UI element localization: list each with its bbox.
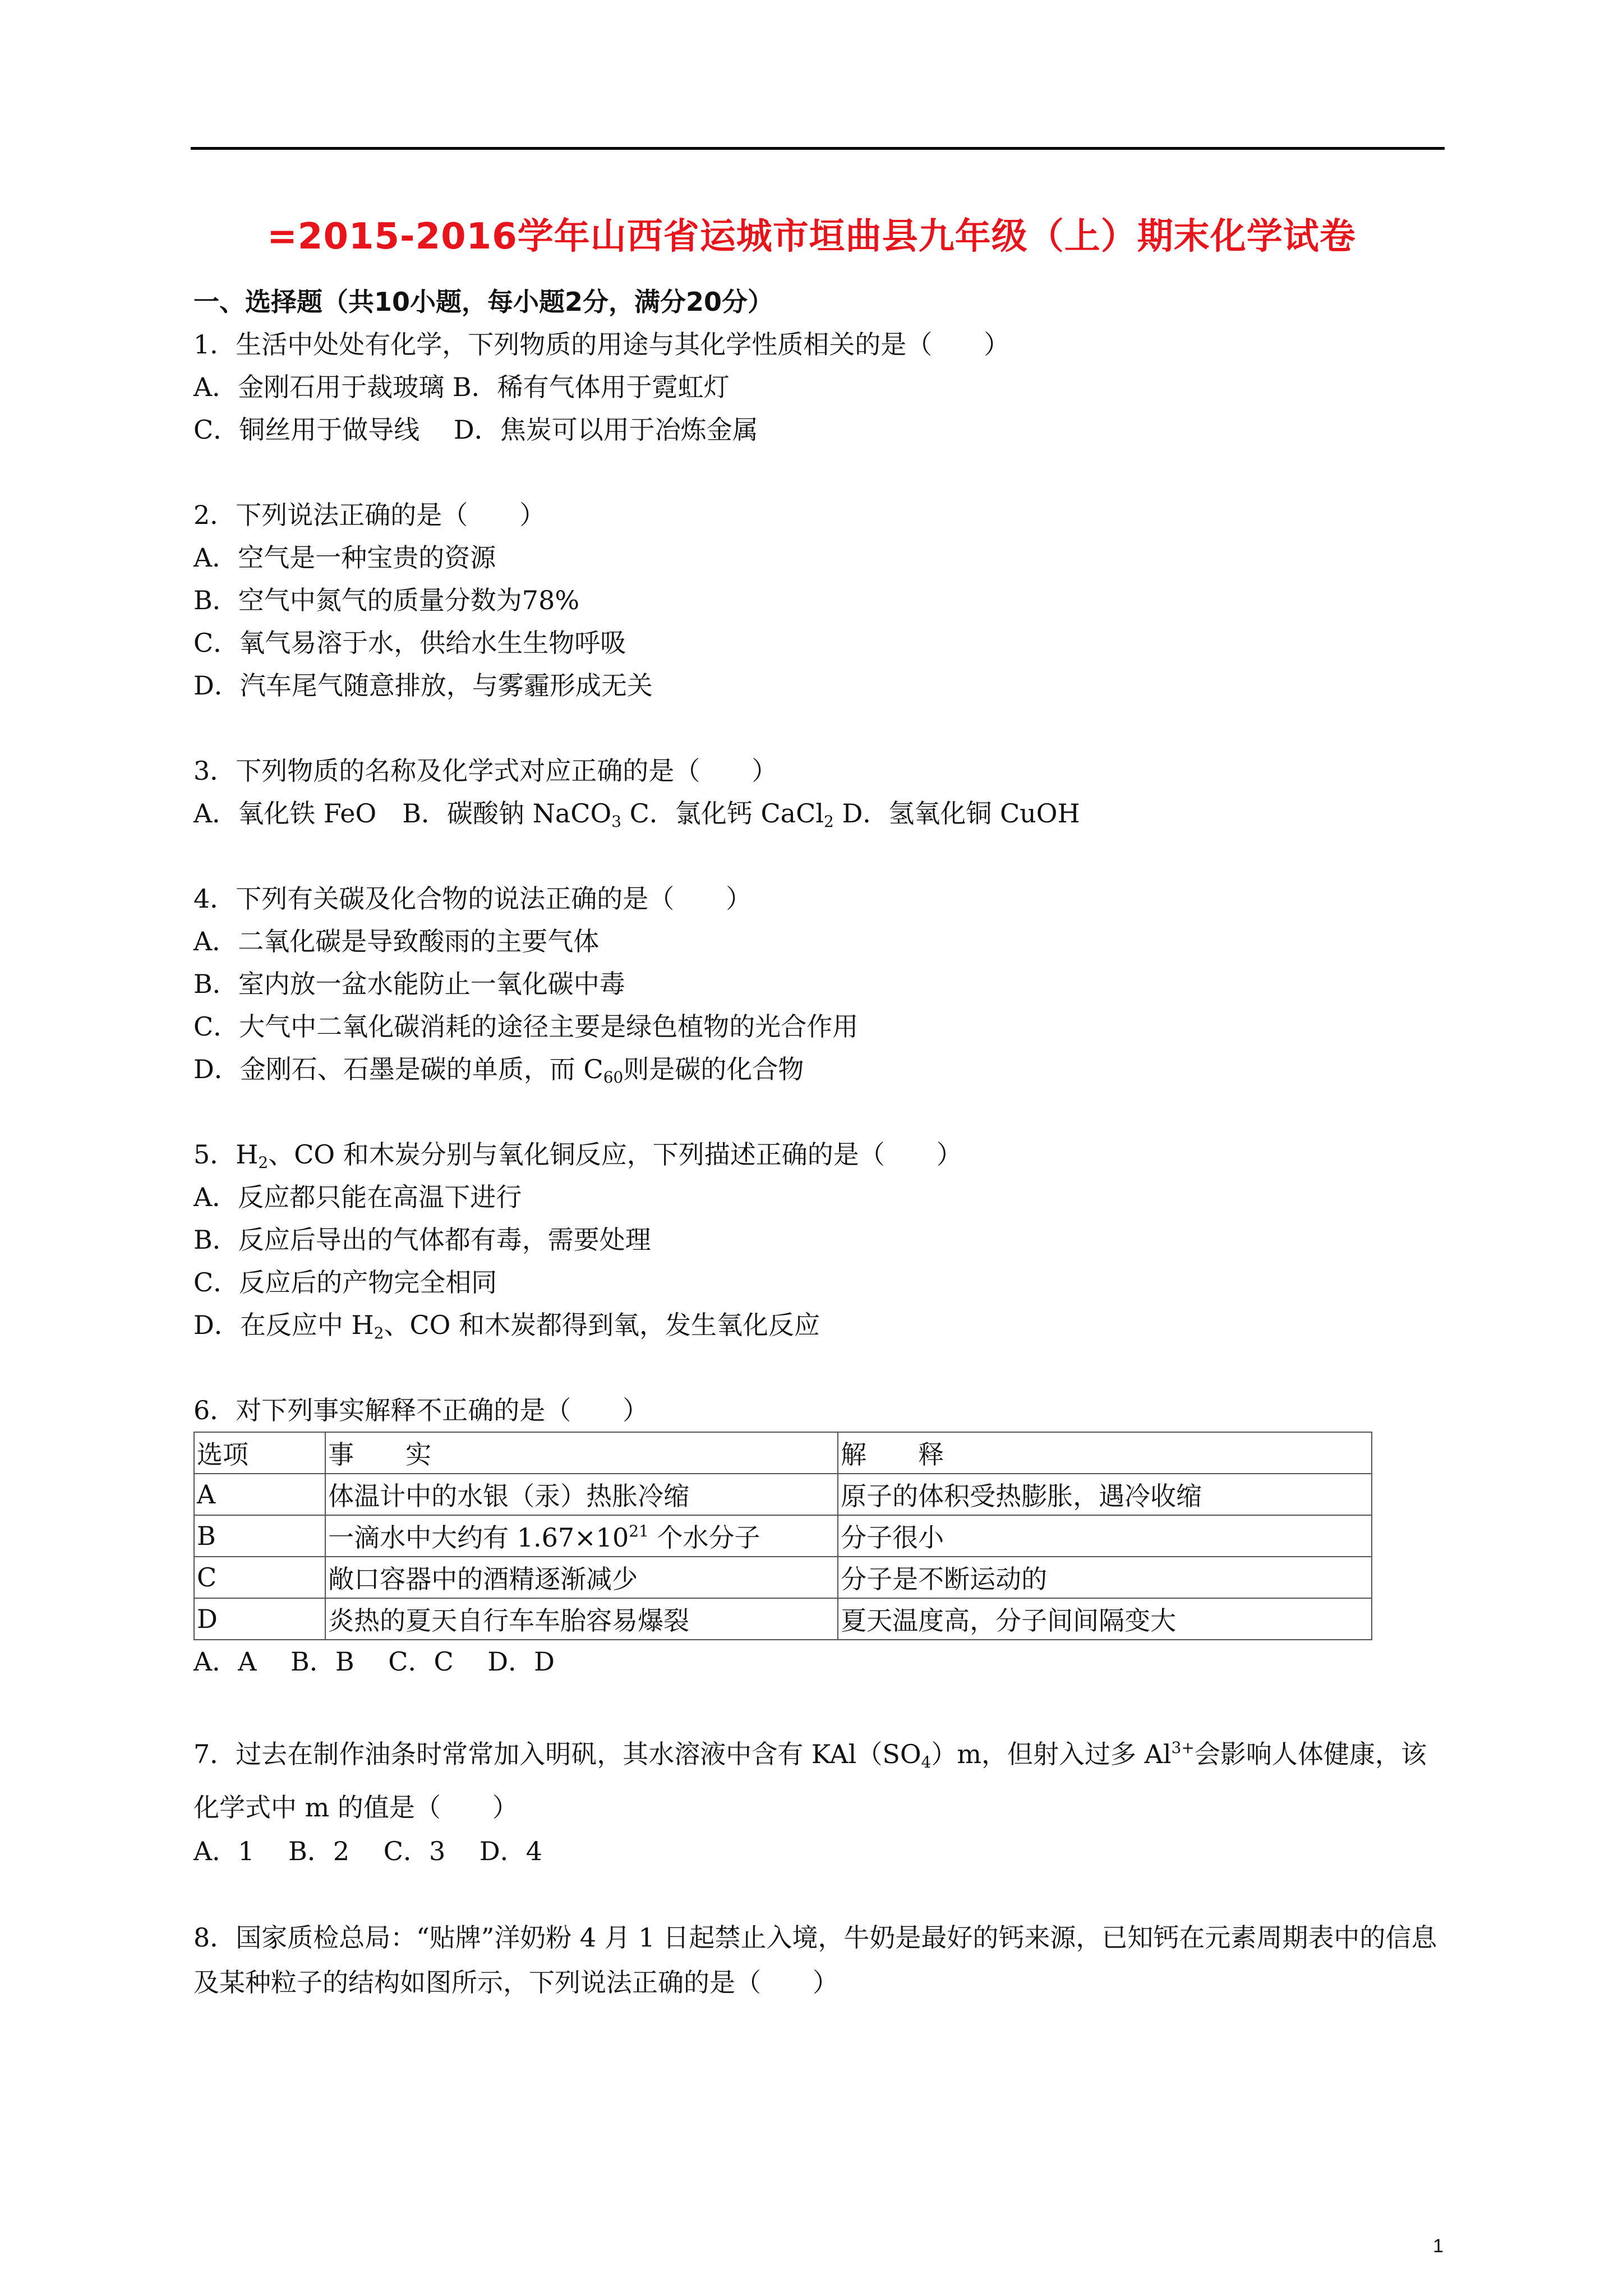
q3-stem: 3．下列物质的名称及化学式对应正确的是（ ）	[193, 756, 778, 786]
table-cell-option: D	[194, 1598, 325, 1640]
q3-option-c-subscript: 2	[824, 812, 834, 831]
page-title: =2015-2016学年山西省运城市垣曲县九年级（上）期末化学试卷	[267, 216, 1356, 257]
q5-option-d-tail: 、CO 和木炭都得到氧，发生氧化反应	[384, 1310, 820, 1340]
q3-option-a: A．氧化铁 FeO	[193, 798, 403, 829]
table-cell-fact: 炎热的夏天自行车车胎容易爆裂	[325, 1598, 838, 1640]
q6-options: A．A B．B C．C D．D	[193, 1646, 555, 1677]
q3-option-b: B．碳酸钠 NaCO	[402, 798, 612, 829]
q4-option-a: A．二氧化碳是导致酸雨的主要气体	[193, 926, 600, 956]
table-row	[194, 1474, 1372, 1515]
table-header-cell: 事 实	[325, 1432, 838, 1474]
q2-stem: 2．下列说法正确的是（ ）	[193, 500, 546, 530]
table-cell-fact: 体温计中的水银（汞）热胀冷缩	[325, 1474, 838, 1515]
header-rule	[191, 147, 1445, 150]
q4-option-c: C．大气中二氧化碳消耗的途径主要是绿色植物的光合作用	[193, 1011, 859, 1042]
q5-option-d-subscript: 2	[374, 1324, 384, 1342]
fact-text: 一滴水中大约有 1.67×10	[328, 1522, 629, 1553]
q7-stem-middle: ）m，但射入过多 Al	[931, 1739, 1172, 1769]
q2-option-c: C．氧气易溶于水，供给水生生物呼吸	[193, 628, 626, 658]
fact-superscript: 21	[629, 1522, 649, 1540]
q4-option-d-subscript: 60	[603, 1068, 624, 1087]
q5-option-d-text: D．在反应中 H	[193, 1310, 374, 1340]
q5-option-c: C．反应后的产物完全相同	[193, 1267, 497, 1297]
table-header-cell: 解 释	[838, 1432, 1372, 1474]
table-cell-option: A	[194, 1474, 325, 1515]
q7-options: A．1 B．2 C．3 D．4	[193, 1836, 543, 1866]
page-number: 1	[1433, 2235, 1444, 2257]
table-cell-explanation: 分子很小	[838, 1515, 1372, 1557]
q7-subscript: 4	[921, 1753, 932, 1772]
q7-stem	[193, 1726, 1444, 1830]
q6-fact-table	[193, 1432, 1372, 1640]
fact-tail: 个水分子	[648, 1522, 760, 1553]
q5-option-d	[193, 1304, 1444, 1346]
table-cell-fact	[325, 1515, 838, 1557]
q7-stem-text: 7．过去在制作油条时常常加入明矾，其水溶液中含有 KAl（SO	[193, 1739, 921, 1769]
table-cell-option: C	[194, 1557, 325, 1598]
q4-option-d-tail: 则是碳的化合物	[623, 1054, 804, 1084]
table-cell-explanation: 夏天温度高，分子间间隔变大	[838, 1598, 1372, 1640]
q1-options-line1: A．金刚石用于裁玻璃 B．稀有气体用于霓虹灯	[193, 372, 730, 402]
section-heading: 一、选择题（共10小题，每小题2分，满分20分）	[193, 287, 774, 317]
q3-option-d: D．氢氧化铜 CuOH	[833, 798, 1080, 829]
q3-options	[193, 792, 1444, 835]
q5-stem-subscript: 2	[258, 1153, 269, 1172]
table-cell-fact: 敞口容器中的酒精逐渐减少	[325, 1557, 838, 1598]
q3-option-b-subscript: 3	[611, 812, 622, 831]
q1-stem: 1．生活中处处有化学，下列物质的用途与其化学性质相关的是（ ）	[193, 329, 1010, 360]
table-cell-explanation: 原子的体积受热膨胀，遇冷收缩	[838, 1474, 1372, 1515]
table-cell-explanation: 分子是不断运动的	[838, 1557, 1372, 1598]
q5-stem	[193, 1133, 1444, 1176]
exam-content	[193, 280, 1444, 2005]
table-header-row	[194, 1432, 1372, 1474]
q7-stem-tail: 会影响人体健康，该化学式中 m 的值是（ ）	[193, 1739, 1427, 1823]
table-row	[194, 1515, 1372, 1557]
q1-options-line2: C．铜丝用于做导线 D．焦炭可以用于冶炼金属	[193, 415, 758, 445]
q2-option-b: B．空气中氮气的质量分数为78%	[193, 585, 580, 615]
table-cell-option: B	[194, 1515, 325, 1557]
q6-stem: 6．对下列事实解释不正确的是（ ）	[193, 1395, 649, 1425]
q5-option-b: B．反应后导出的气体都有毒，需要处理	[193, 1225, 651, 1255]
table-row	[194, 1598, 1372, 1640]
q4-option-b: B．室内放一盆水能防止一氧化碳中毒	[193, 969, 625, 999]
q4-stem: 4．下列有关碳及化合物的说法正确的是（ ）	[193, 884, 752, 914]
q5-stem-text: 5．H	[193, 1139, 259, 1170]
q4-option-d-text: D．金刚石、石墨是碳的单质，而 C	[193, 1054, 603, 1084]
q2-option-a: A．空气是一种宝贵的资源	[193, 542, 496, 573]
q5-option-a: A．反应都只能在高温下进行	[193, 1182, 522, 1212]
table-row	[194, 1557, 1372, 1598]
q5-stem-tail: 、CO 和木炭分别与氧化铜反应，下列描述正确的是（ ）	[268, 1139, 962, 1170]
q4-option-d	[193, 1048, 1444, 1091]
q2-option-d: D．汽车尾气随意排放，与雾霾形成无关	[193, 670, 653, 701]
q3-option-c: C．氯化钙 CaCl	[621, 798, 824, 829]
table-header-cell: 选项	[194, 1432, 325, 1474]
q7-superscript: 3+	[1171, 1738, 1195, 1757]
q8-stem: 8．国家质检总局：“贴牌”洋奶粉 4 月 1 日起禁止入境，牛奶是最好的钙来源，已知钙在元素周期表中的信息及某种粒子的结构如图所示，下列说法正确的是（ ）	[193, 1922, 1437, 1998]
